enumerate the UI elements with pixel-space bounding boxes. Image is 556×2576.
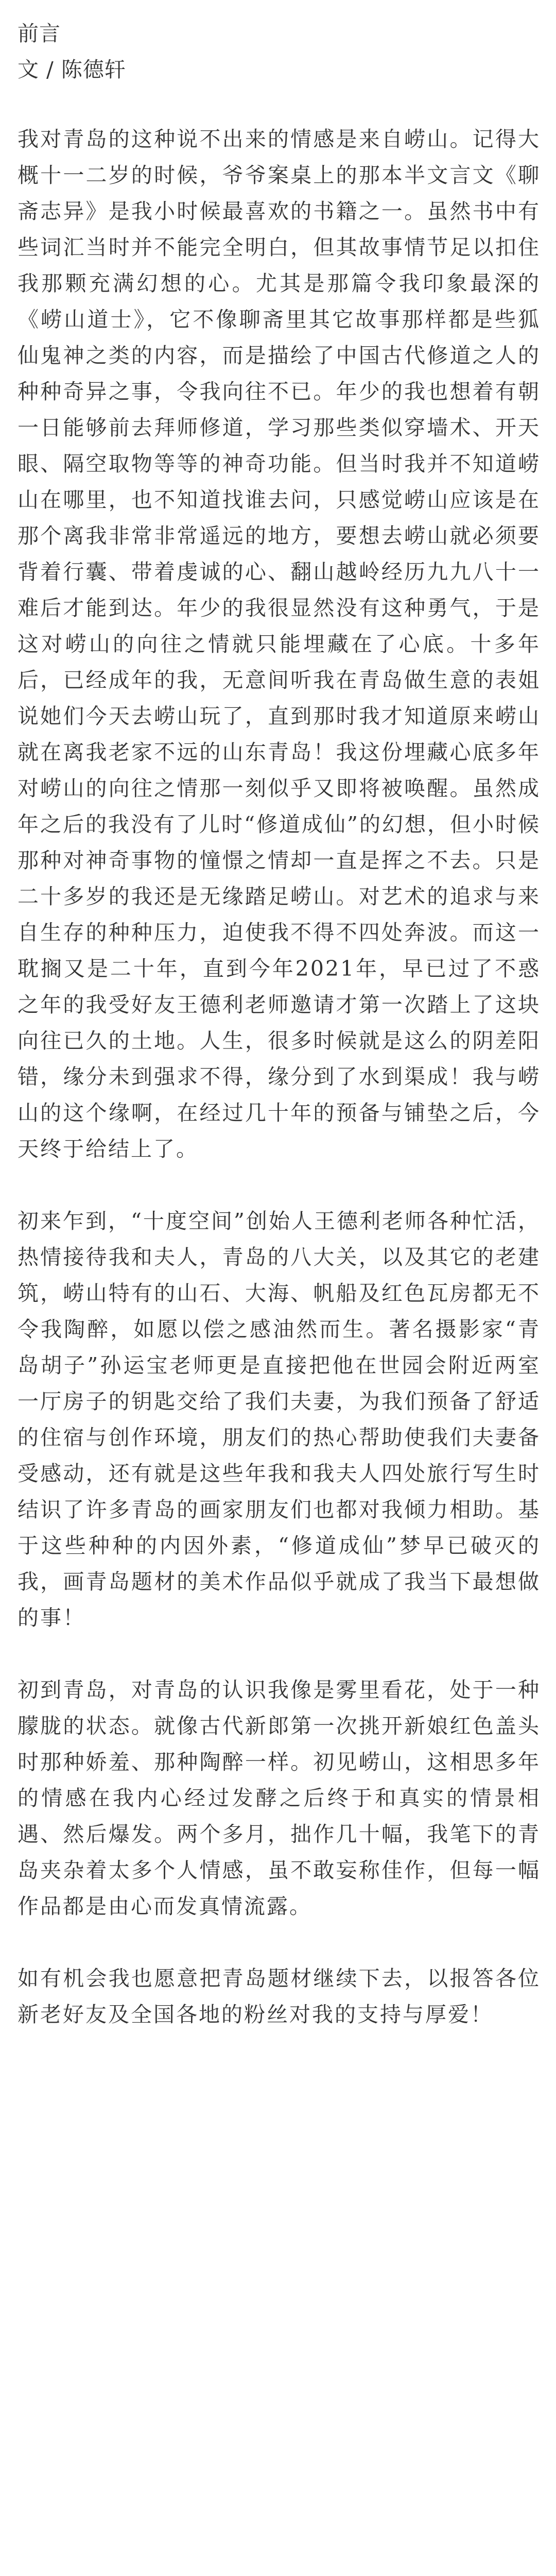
paragraph-4: 如有机会我也愿意把青岛题材继续下去，以报答各位新老好友及全国各地的粉丝对我的支持与厚爱！ — [18, 1966, 541, 2027]
paragraph-2: 初来乍到，“十度空间”创始人王德利老师各种忙活，热情接待我和夫人，青岛的八大关，以及其它的老建筑，崂山特有的山石、大海、帆船及红色瓦房都无不令我陶醉，如愿以偿之感油然而生。著名摄影家“青岛胡子”孙运宝老师更是直接把他在世园会附近两室一厅房子的钥匙交给了我们夫妻，为我们预备了舒适的住宿与创作环境，朋友们的热心帮助使我们夫妻备受感动，还有就是这些年我和我夫人四处旅行写生时结识了许多青岛的画家朋友们也都对我倾力相助。基于这些种种的内因外素，“修道成仙”梦早已破灭的我，画青岛题材的美术作品似乎就成了我当下最想做的事！ — [18, 1209, 541, 1630]
paragraph-3: 初到青岛，对青岛的认识我像是雾里看花，处于一种朦胧的状态。就像古代新郎第一次挑开新娘红色盖头时那种娇羞、那种陶醉一样。初见崂山，这相思多年的情感在我内心经过发酵之后终于和真实的情景相遇、然后爆发。两个多月，拙作几十幅，我笔下的青岛夹杂着太多个人情感，虽不敢妄称佳作，但每一幅作品都是由心而发真情流露。 — [18, 1677, 541, 1919]
paragraph-1: 我对青岛的这种说不出来的情感是来自崂山。记得大概十一二岁的时候，爷爷案桌上的那本半文言文《聊斋志异》是我小时候最喜欢的书籍之一。虽然书中有些词汇当时并不能完全明白，但其故事情节足以扣住我那颗充满幻想的心。尤其是那篇令我印象最深的《崂山道士》，它不像聊斋里其它故事那样都是些狐仙鬼神之类的内容，而是描绘了中国古代修道之人的种种奇异之事，令我向往不已。年少的我也想着有朝一日能够前去拜师修道，学习那些类似穿墙术、开天眼、隔空取物等等的神奇功能。但当时我并不知道崂山在哪里，也不知道找谁去问，只感觉崂山应该是在那个离我非常非常遥远的地方，要想去崂山就必须要背着行囊、带着虔诚的心、翻山越岭经历九九八十一难后才能到达。年少的我很显然没有这种勇气，于是这对崂山的向往之情就只能埋藏在了心底。十多年后，已经成年的我，无意间听我在青岛做生意的表姐说她们今天去崂山玩了，直到那时我才知道原来崂山就在离我老家不远的山东青岛！我这份埋藏心底多年对崂山的向往之情那一刻似乎又即将被唤醒。虽然成年之后的我没有了儿时“修道成仙”的幻想，但小时候那种对神奇事物的憧憬之情却一直是挥之不去。只是二十多岁的我还是无缘踏足崂山。对艺术的追求与来自生存的种种压力，迫使我不得不四处奔波。而这一耽搁又是二十年，直到今年2021年，早已过了不惑之年的我受好友王德利老师邀请才第一次踏上了这块向往已久的土地。人生，很多时候就是这么的阴差阳错，缘分未到强求不得，缘分到了水到渠成！我与崂山的这个缘啊，在经过几十年的预备与铺垫之后，今天终于给结上了。 — [18, 127, 541, 1161]
article-byline: 文 / 陈德轩 — [18, 57, 126, 82]
article-title: 前言 — [18, 21, 61, 46]
